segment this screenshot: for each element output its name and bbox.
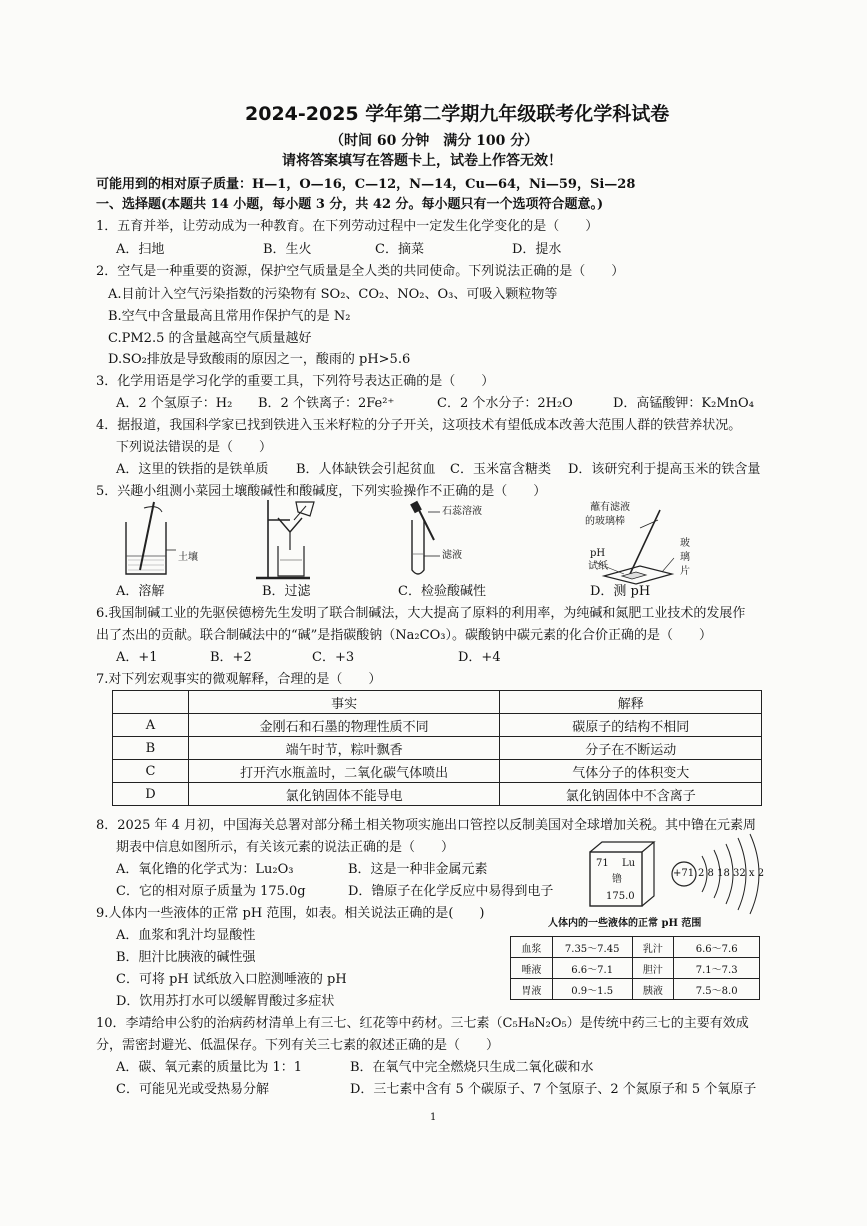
label-glass-1: 玻	[680, 538, 690, 549]
element-symbol: Lu	[622, 858, 636, 869]
exam-title: 2024-2025 学年第二学期九年级联考化学科试卷	[245, 103, 670, 125]
facts-table	[112, 690, 762, 806]
q4-stem-2: 下列说法错误的是（ ）	[116, 440, 273, 455]
q6-option-c: C．+3	[312, 650, 355, 665]
q10-option-b: B．在氧气中完全燃烧只生成二氧化碳和水	[350, 1060, 594, 1075]
q10-option-d: D．三七素中含有 5 个碳原子、7 个氢原子、2 个氮原子和 5 个氧原子	[350, 1082, 757, 1097]
q2-option-a: A.目前计入空气污染指数的污染物有 SO₂、CO₂、NO₂、O₃、可吸入颗粒物等	[108, 287, 558, 302]
table-row	[113, 760, 762, 783]
table-cell: 6.6～7.6	[674, 937, 760, 958]
table-cell: D	[113, 783, 189, 806]
page-number: 1	[430, 1112, 437, 1123]
table-header-cell: 事实	[188, 691, 500, 714]
label-ph: pH	[590, 548, 606, 559]
q5-option-c: C．检验酸碱性	[398, 584, 486, 599]
table-cell: 打开汽水瓶盖时，二氧化碳气体喷出	[188, 760, 500, 783]
table-cell: 氯化钠固体中不含离子	[500, 783, 762, 806]
q6-option-b: B．+2	[210, 650, 252, 665]
q9-option-c: C．可将 pH 试纸放入口腔测唾液的 pH	[116, 972, 347, 987]
q9-option-b: B．胆汁比胰液的碱性强	[116, 950, 256, 965]
section-heading: 一、选择题(本题共 14 小题，每小题 3 分，共 42 分。每小题只有一个选项符合题意。)	[96, 197, 604, 212]
table-cell: 0.9～1.5	[552, 979, 632, 1000]
table-cell: 气体分子的体积变大	[500, 760, 762, 783]
q5-option-a: A．溶解	[116, 584, 165, 599]
element-number: 71	[596, 858, 609, 869]
q8-stem: 8．2025 年 4 月初，中国海关总署对部分稀土相关物项实施出口管控以反制美国对全球增加关税。其中镥在元素周	[96, 818, 757, 833]
q10-option-c: C．可能见光或受热易分解	[116, 1082, 269, 1097]
q1-option-d: D．提水	[512, 242, 562, 257]
q6-stem-2: 出了杰出的贡献。联合制碱法中的“碱”是指碳酸钠（Na₂CO₃）。碳酸钠中碳元素的化合价正确的是（ ）	[96, 628, 712, 643]
q2-option-b: B.空气中含量最高且常用作保护气的是 N₂	[108, 309, 351, 324]
table-cell: 血浆	[511, 937, 553, 958]
table-row	[113, 714, 762, 737]
table-row	[113, 737, 762, 760]
q4-option-c: C．玉米富含糖类	[450, 462, 551, 477]
q9-stem: 9.人体内一些液体的正常 pH 范围，如表。相关说法正确的是( )	[96, 906, 485, 921]
q8-option-b: B．这是一种非金属元素	[348, 862, 488, 877]
table-cell: 氯化钠固体不能导电	[188, 783, 500, 806]
ph-table-title: 人体内的一些液体的正常 pH 范围	[548, 918, 702, 929]
q3-option-a: A．2 个氢原子：H₂	[116, 396, 233, 411]
table-cell: 分子在不断运动	[500, 737, 762, 760]
table-cell: A	[113, 714, 189, 737]
label-glass-3: 片	[680, 566, 690, 577]
label-rod-2: 的玻璃棒	[585, 516, 625, 527]
label-test-paper: 试纸	[588, 561, 608, 572]
nucleus-charge: +71	[673, 868, 695, 879]
q1-stem: 1．五育并举，让劳动成为一种教育。在下列劳动过程中一定发生化学变化的是（ ）	[96, 219, 599, 234]
q2-option-d: D.SO₂排放是导致酸雨的原因之一，酸雨的 pH>5.6	[108, 352, 411, 367]
table-cell: 乳汁	[632, 937, 674, 958]
label-litmus: 石蕊溶液	[442, 506, 482, 517]
filtration-apparatus-image	[250, 498, 330, 582]
table-cell: 7.1～7.3	[674, 958, 760, 979]
q5-stem: 5．兴趣小组测小菜园土壤酸碱性和酸碱度，下列实验操作不正确的是（ ）	[96, 484, 547, 499]
q10-stem: 10．李靖给申公豹的治病药材清单上有三七、红花等中药材。三七素（C₅H₈N₂O₅）是传统中药三七的主要有效成	[96, 1016, 749, 1031]
label-filtrate: 滤液	[442, 550, 462, 561]
table-cell: 金刚石和石墨的物理性质不同	[188, 714, 500, 737]
table-cell: C	[113, 760, 189, 783]
q3-stem: 3．化学用语是学习化学的重要工具，下列符号表达正确的是（ ）	[96, 374, 495, 389]
table-cell: 端午时节，粽叶飘香	[188, 737, 500, 760]
q5-option-d: D．测 pH	[590, 584, 651, 599]
q6-stem: 6.我国制碱工业的先驱侯德榜先生发明了联合制碱法，大大提高了原料的利用率，为纯碱和氮肥工业技术的发展作	[96, 606, 746, 621]
q9-option-d: D．饮用苏打水可以缓解胃酸过多症状	[116, 994, 335, 1009]
table-row	[511, 979, 760, 1000]
q3-option-b: B．2 个铁离子：2Fe²⁺	[258, 396, 395, 411]
label-rod-1: 蘸有滤液	[590, 502, 630, 513]
table-header-cell: 解释	[500, 691, 762, 714]
q6-option-d: D．+4	[458, 650, 501, 665]
q10-stem-2: 分，需密封避光、低温保存。下列有关三七素的叙述正确的是（ ）	[96, 1038, 500, 1053]
table-row	[511, 958, 760, 979]
q4-stem: 4．据报道，我国科学家已找到铁进入玉米籽粒的分子开关，这项技术有望低成本改善大范围人群的铁营养状况。	[96, 418, 742, 433]
table-row	[511, 937, 760, 958]
q10-option-a: A．碳、氧元素的质量比为 1：1	[116, 1060, 303, 1075]
q8-option-d: D．镥原子在化学反应中易得到电子	[348, 884, 554, 899]
ph-test-apparatus-image	[600, 508, 690, 588]
table-cell: 7.5～8.0	[674, 979, 760, 1000]
dissolve-apparatus-image	[118, 500, 188, 580]
table-cell: 唾液	[511, 958, 553, 979]
q1-option-a: A．扫地	[116, 242, 165, 257]
table-cell: 碳原子的结构不相同	[500, 714, 762, 737]
table-cell: 胆汁	[632, 958, 674, 979]
table-cell: B	[113, 737, 189, 760]
element-name: 镥	[612, 874, 622, 885]
q1-option-c: C．摘菜	[375, 242, 424, 257]
q2-option-c: C.PM2.5 的含量越高空气质量越好	[108, 331, 312, 346]
q3-option-c: C．2 个水分子：2H₂O	[437, 396, 573, 411]
element-mass: 175.0	[606, 891, 635, 902]
q2-stem: 2．空气是一种重要的资源，保护空气质量是全人类的共同使命。下列说法正确的是（ ）	[96, 264, 625, 279]
q9-option-a: A．血浆和乳汁均显酸性	[116, 928, 256, 943]
table-row	[113, 783, 762, 806]
atomic-masses: 可能用到的相对原子质量：H—1，O—16，C—12，N—14，Cu—64，Ni—59，Si—28	[96, 177, 636, 192]
q3-option-d: D．高锰酸钾：K₂MnO₄	[613, 396, 754, 411]
table-header-row	[113, 691, 762, 714]
q1-option-b: B．生火	[263, 242, 312, 257]
answer-note: 请将答案填写在答题卡上，试卷上作答无效！	[282, 153, 562, 169]
q7-stem: 7.对下列宏观事实的微观解释，合理的是（ ）	[96, 672, 382, 687]
label-soil: 土壤	[178, 552, 198, 563]
q4-option-a: A．这里的铁指的是铁单质	[116, 462, 269, 477]
label-glass-2: 璃	[680, 552, 690, 563]
electron-shells: 2 8 18 32 x 2	[698, 868, 765, 879]
q8-option-a: A．氧化镥的化学式为：Lu₂O₃	[116, 862, 294, 877]
q8-stem-2: 期表中信息如图所示，有关该元素的说法正确的是（ ）	[116, 840, 455, 855]
table-cell: 胰液	[632, 979, 674, 1000]
q5-option-b: B．过滤	[262, 584, 311, 599]
table-cell: 6.6～7.1	[552, 958, 632, 979]
table-cell: 7.35～7.45	[552, 937, 632, 958]
time-note: （时间 60 分钟 满分 100 分）	[330, 133, 539, 149]
q4-option-d: D．该研究利于提高玉米的铁含量	[568, 462, 761, 477]
q4-option-b: B．人体缺铁会引起贫血	[296, 462, 436, 477]
table-header-cell	[113, 691, 189, 714]
ph-table	[510, 936, 760, 1000]
q6-option-a: A．+1	[116, 650, 158, 665]
table-cell: 胃液	[511, 979, 553, 1000]
q8-option-c: C．它的相对原子质量为 175.0g	[116, 884, 306, 899]
